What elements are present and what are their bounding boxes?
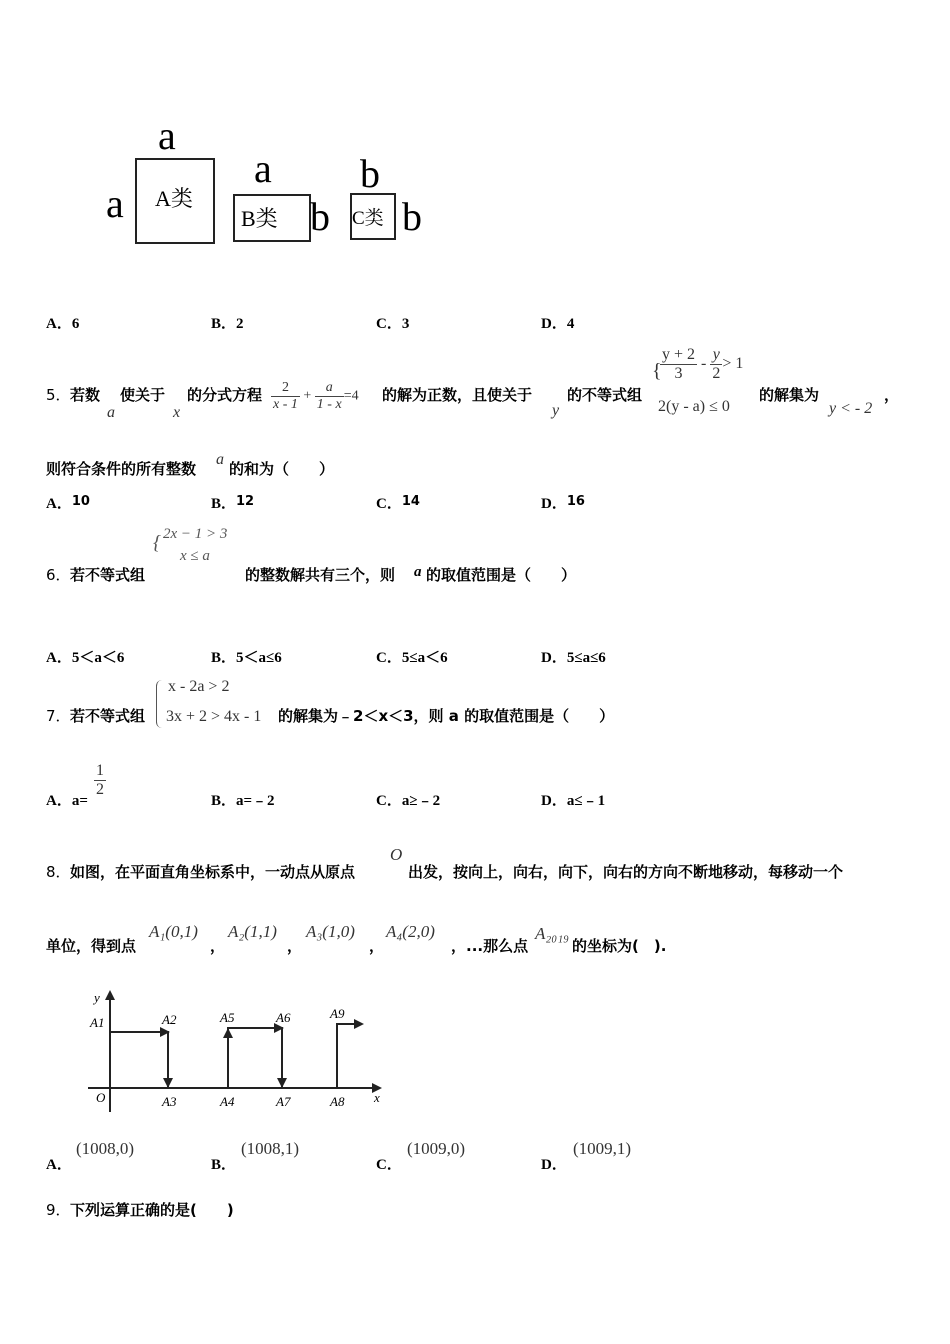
q9-number: 9．: [46, 1201, 71, 1219]
label-c-b-top: b: [360, 151, 380, 196]
tile-c-text: C类: [352, 208, 384, 229]
q5-text-4: 的解为正数，且使关于: [382, 386, 533, 404]
q4-option-c: C．3: [376, 316, 410, 332]
q7-option-a-fraction: $\frac{1}{2}$: [96, 762, 104, 798]
q6-sys-line1: 2x − 1 > 3: [163, 526, 228, 542]
q6-number: 6．: [46, 566, 71, 584]
q8-target-point: A₂₀₁₉: [535, 924, 570, 943]
graph-label-a4: A4: [220, 1094, 235, 1109]
q5-ineq-num1: y + 2: [662, 346, 696, 363]
q6-text-2: 的整数解共有三个，则: [245, 566, 396, 584]
q5-option-c: C．14: [376, 494, 420, 512]
q6-text-1: 若不等式组: [70, 566, 146, 584]
graph-label-a6: A6: [276, 1010, 291, 1025]
label-a-left: a: [106, 181, 124, 226]
q4-option-b: B．2: [211, 316, 244, 332]
q5-eq-num2: a: [315, 380, 344, 397]
label-a-top: a: [158, 113, 176, 158]
q6-sys-line2: x ≤ a: [180, 548, 210, 564]
q7-option-c: C．a≥﹣2: [376, 793, 441, 809]
q5-sys-line2: 2(y - a) ≤ 0: [658, 398, 730, 415]
q6-text-3: 的取值范围是（ ）: [426, 566, 577, 584]
q8-number: 8．: [46, 863, 71, 881]
q9-text-1: 下列运算正确的是( ): [70, 1201, 234, 1219]
q5-sys-line1: [660, 346, 743, 383]
graph-path-arrow-down-1: [163, 1078, 173, 1088]
q5-ineq-num2: y: [710, 346, 722, 365]
q7-sys-line2: 3x + 2 > 4x - 1: [166, 708, 262, 725]
q8-text-2: 出发，按向上，向右，向下，向右的方向不断地移动，每移动一个: [408, 863, 844, 881]
q8-graph: [80, 982, 400, 1117]
q5-text-2: 使关于: [120, 386, 166, 404]
q5-ineq-den1: 3: [674, 365, 683, 382]
q5-ineq-minus: -: [701, 355, 707, 373]
q8-option-d: D．: [541, 1157, 567, 1173]
q7-number: 7．: [46, 707, 71, 725]
q7-text-1: 若不等式组: [70, 707, 146, 725]
graph-path-arrow-up-2: [223, 1028, 233, 1038]
q8-line2a: 单位，得到点: [46, 937, 137, 955]
q5-solution: y < - 2: [829, 400, 873, 417]
q7-sys-line1: x - 2a > 2: [168, 678, 230, 695]
q8-sep-1: ，: [210, 937, 226, 955]
q8-origin: O: [390, 845, 403, 864]
q5-option-d: D．16: [541, 494, 585, 512]
q8-option-a-value: (1008,0): [76, 1139, 135, 1158]
q8-option-b-value: (1008,1): [241, 1139, 300, 1158]
q8-line2b: ，...那么点: [451, 937, 529, 955]
q8-text-1: 如图，在平面直角坐标系中，一动点从原点: [70, 863, 356, 881]
q8-point-a4: A₄(2,0): [386, 922, 435, 941]
q4-option-a: A．6: [46, 316, 80, 332]
q5-sys-brace: {: [652, 360, 662, 382]
q5-line2: 则符合条件的所有整数: [46, 460, 197, 478]
q6-sys-brace: {: [153, 532, 161, 554]
q7-sys-brace: [156, 680, 163, 728]
graph-label-a3: A3: [162, 1094, 177, 1109]
label-b-b: b: [310, 194, 330, 239]
q8-point-a2: A₂(1,1): [228, 922, 277, 941]
label-c-b-right: b: [402, 194, 422, 239]
q7-system: [156, 678, 280, 732]
q7-option-b: B．a=﹣2: [211, 793, 275, 809]
q5-fraction-equation: [271, 380, 359, 413]
q6-option-b: B．5＜a≤6: [211, 650, 282, 666]
q5-eq-den2: 1 - x: [316, 397, 342, 412]
q8-point-a1: A₁(0,1): [149, 922, 198, 941]
graph-path-arrow-right-3: [354, 1019, 364, 1029]
graph-label-a9: A9: [330, 1006, 345, 1021]
graph-label-x: x: [374, 1090, 380, 1105]
q7-option-d: D．a≤﹣1: [541, 793, 606, 809]
tile-a-text: A类: [155, 186, 193, 211]
q8-option-a: A．: [46, 1157, 72, 1173]
q7-option-a: A．a=: [46, 793, 88, 809]
graph-label-a1: A1: [90, 1015, 105, 1030]
graph-path-arrow-down-2: [277, 1078, 287, 1088]
graph-label-o: O: [96, 1090, 106, 1105]
q8-sep-2: ，: [287, 937, 303, 955]
q8-option-c: C．: [376, 1157, 402, 1173]
graph-label-a8: A8: [330, 1094, 345, 1109]
q5-eq-plus: +: [303, 388, 312, 404]
q5-var-a: a: [107, 404, 115, 421]
graph-label-a5: A5: [220, 1010, 235, 1025]
q5-eq-rhs: =4: [343, 388, 359, 404]
q5-line2-var-a: a: [216, 451, 224, 468]
q6-var-a: a: [414, 564, 422, 580]
q6-option-d: D．5≤a≤6: [541, 650, 606, 666]
q4-option-d: D．4: [541, 316, 575, 332]
q5-text-6: 的解集为: [759, 386, 820, 404]
q5-option-b: B．12: [211, 494, 255, 512]
q5-text-7: ，: [884, 386, 900, 404]
q5-ineq-den2: 2: [712, 365, 721, 382]
q8-line2c: 的坐标为( ).: [572, 937, 667, 955]
q5-var-x: x: [173, 404, 181, 421]
graph-label-y: y: [94, 990, 100, 1005]
q5-text-5: 的不等式组: [567, 386, 643, 404]
q5-option-a: A．10: [46, 494, 90, 512]
tile-b-text: B类: [241, 206, 278, 231]
graph-path: [110, 1024, 360, 1088]
q5-var-y: y: [552, 402, 560, 419]
q6-option-c: C．5≤a＜6: [376, 650, 448, 666]
q5-number: 5．: [46, 386, 71, 404]
q6-option-a: A．5＜a＜6: [46, 650, 125, 666]
graph-label-a7: A7: [276, 1094, 291, 1109]
graph-y-arrow: [105, 990, 115, 1000]
q5-ineq-rhs: > 1: [722, 355, 744, 373]
q5-text-1: 若数: [70, 386, 101, 404]
q8-option-c-value: (1009,0): [407, 1139, 466, 1158]
q8-option-d-value: (1009,1): [573, 1139, 632, 1158]
q8-option-b: B．: [211, 1157, 237, 1173]
q8-sep-3: ，: [369, 937, 385, 955]
q5-line2b: 的和为（ ）: [229, 460, 335, 478]
q5-eq-den1: x - 1: [273, 397, 298, 412]
label-b-a: a: [254, 146, 272, 191]
q7-text-2: 的解集为﹣2＜x＜3，则 a 的取值范围是（ ）: [278, 707, 615, 725]
q8-point-a3: A₃(1,0): [306, 922, 355, 941]
q5-text-3: 的分式方程: [187, 386, 263, 404]
q5-eq-num1: 2: [271, 380, 300, 397]
graph-label-a2: A2: [162, 1012, 177, 1027]
